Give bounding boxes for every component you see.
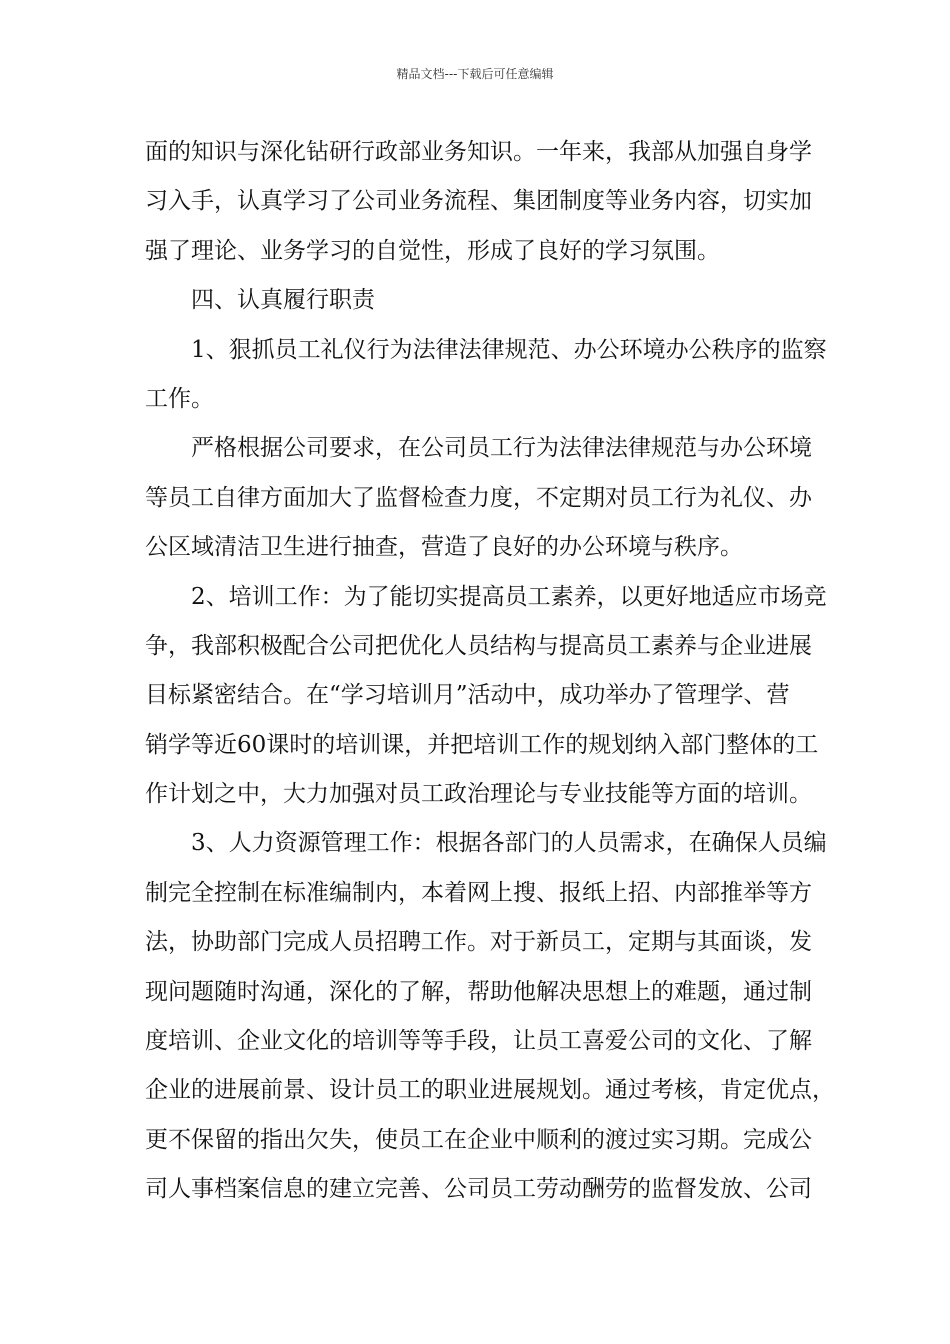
text-line: 企业的进展前景、设计员工的职业进展规划。通过考核，肯定优点， bbox=[145, 1077, 835, 1104]
text-line: 作计划之中，大力加强对员工政治理论与专业技能等方面的培训。 bbox=[145, 781, 812, 808]
text-line: 2、培训工作：为了能切实提高员工素养，以更好地适应市场竞 bbox=[191, 583, 827, 610]
text-line: 习入手，认真学习了公司业务流程、集团制度等业务内容，切实加 bbox=[145, 188, 812, 215]
text-line: 法，协助部门完成人员招聘工作。对于新员工，定期与其面谈，发 bbox=[145, 929, 812, 956]
text-line: 更不保留的指出欠失，使员工在企业中顺利的渡过实习期。完成公 bbox=[145, 1126, 812, 1153]
text-line: 目标紧密结合。在“学习培训月”活动中，成功举办了管理学、营 bbox=[145, 682, 790, 709]
text-line: 1、狠抓员工礼仪行为法律法律规范、办公环境办公秩序的监察 bbox=[191, 336, 827, 363]
text-line: 强了理论、业务学习的自觉性，形成了良好的学习氛围。 bbox=[145, 237, 720, 264]
text-line: 现问题随时沟通，深化的了解，帮助他解决思想上的难题，通过制 bbox=[145, 978, 812, 1005]
text-line: 工作。 bbox=[145, 385, 214, 412]
section-heading: 四、认真履行职责 bbox=[191, 287, 375, 314]
text-line: 等员工自律方面加大了监督检查力度，不定期对员工行为礼仪、办 bbox=[145, 484, 812, 511]
text-line: 3、人力资源管理工作：根据各部门的人员需求，在确保人员编 bbox=[191, 830, 827, 857]
text-line: 公区域清洁卫生进行抽查，营造了良好的办公环境与秩序。 bbox=[145, 534, 743, 561]
text-line: 严格根据公司要求，在公司员工行为法律法律规范与办公环境 bbox=[191, 435, 812, 462]
document-body bbox=[145, 128, 835, 1215]
text-line: 争，我部积极配合公司把优化人员结构与提高员工素养与企业进展 bbox=[145, 632, 812, 659]
text-line: 面的知识与深化钻研行政部业务知识。一年来，我部从加强自身学 bbox=[145, 139, 812, 165]
text-line: 司人事档案信息的建立完善、公司员工劳动酬劳的监督发放、公司 bbox=[145, 1176, 812, 1203]
text-line: 度培训、企业文化的培训等等手段，让员工喜爱公司的文化、了解 bbox=[145, 1028, 812, 1055]
text-line: 销学等近60课时的培训课，并把培训工作的规划纳入部门整体的工 bbox=[145, 731, 819, 758]
page-header: 精品文档---下载后可任意编辑 bbox=[396, 67, 554, 81]
text-line: 制完全控制在标准编制内，本着网上搜、报纸上招、内部推举等方 bbox=[145, 879, 812, 906]
